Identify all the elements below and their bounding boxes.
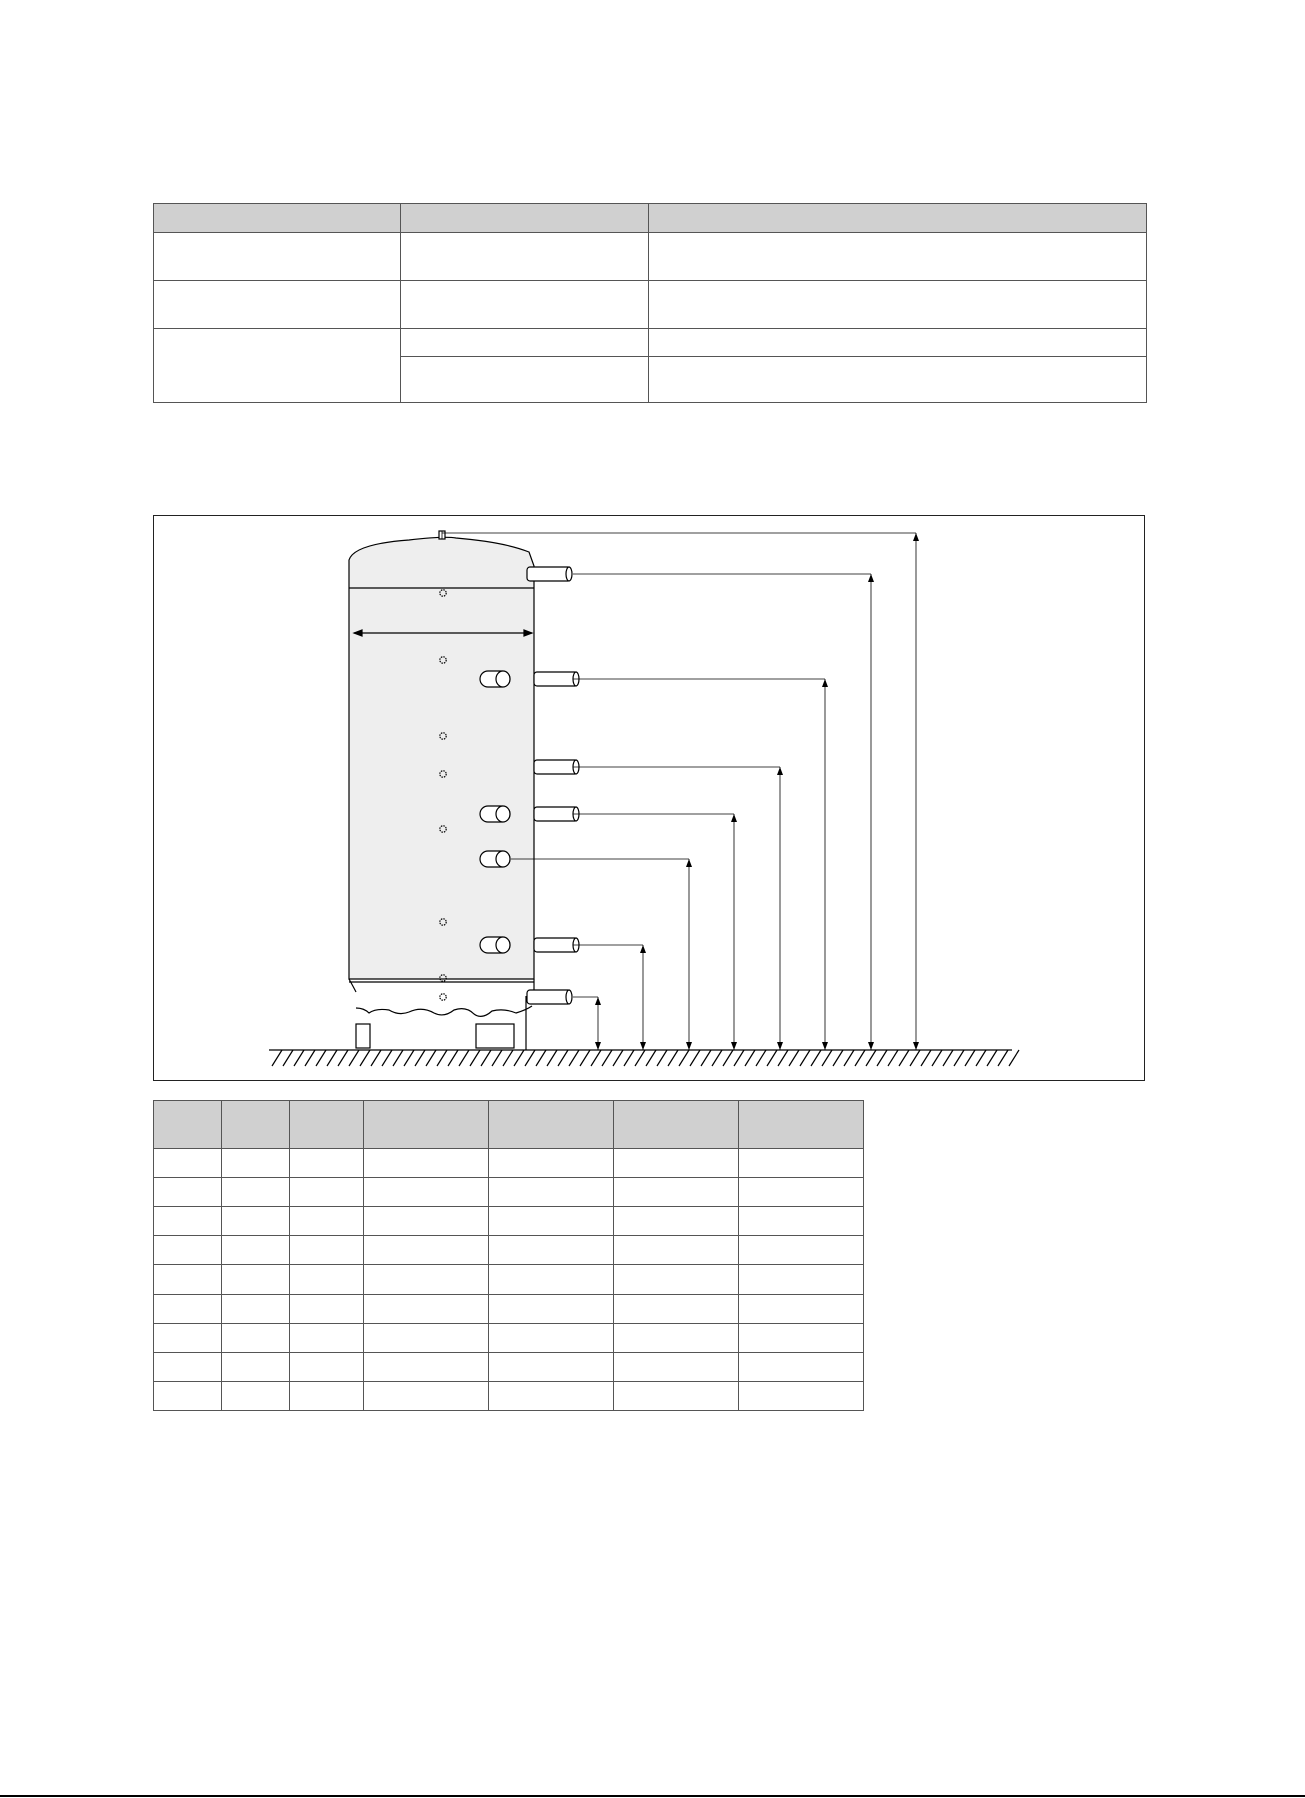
- dimensions-cell: [739, 1207, 864, 1236]
- dimensions-cell: [154, 1323, 222, 1352]
- dimensions-cell: [290, 1323, 364, 1352]
- side-connection-pipe: [534, 938, 578, 952]
- dimensions-cell: [489, 1236, 614, 1265]
- dimensions-cell: [739, 1149, 864, 1178]
- dimensions-cell: [222, 1352, 290, 1381]
- hatch-stroke: [657, 1050, 667, 1066]
- dimensions-cell: [489, 1381, 614, 1410]
- hatch-stroke: [778, 1050, 788, 1066]
- spec-header-cell: [401, 204, 649, 233]
- hatch-stroke: [712, 1050, 722, 1066]
- hatch-stroke: [987, 1050, 997, 1066]
- pipe-end-icon: [566, 567, 572, 581]
- spec-cell: [154, 281, 401, 329]
- dimensions-header-row: [154, 1101, 864, 1149]
- spec-cell: [401, 233, 649, 281]
- hatch-stroke: [569, 1050, 579, 1066]
- dimensions-cell: [364, 1352, 489, 1381]
- hatch-stroke: [899, 1050, 909, 1066]
- hatch-stroke: [437, 1050, 447, 1066]
- hatch-stroke: [679, 1050, 689, 1066]
- side-connection-pipe: [527, 990, 571, 1004]
- dimensions-cell: [739, 1323, 864, 1352]
- dimensions-table-row: [154, 1207, 864, 1236]
- hatch-stroke: [503, 1050, 513, 1066]
- hatch-stroke: [613, 1050, 623, 1066]
- hatch-stroke: [514, 1050, 524, 1066]
- dimensions-cell: [222, 1236, 290, 1265]
- hatch-stroke: [404, 1050, 414, 1066]
- pipe-opening-icon: [496, 851, 510, 867]
- hatch-stroke: [349, 1050, 359, 1066]
- dimensions-table-row: [154, 1294, 864, 1323]
- dimensions-cell: [489, 1149, 614, 1178]
- hatch-stroke: [646, 1050, 656, 1066]
- hatch-stroke: [932, 1050, 942, 1066]
- dimensions-cell: [614, 1178, 739, 1207]
- hatch-stroke: [316, 1050, 326, 1066]
- dimensions-cell: [489, 1352, 614, 1381]
- hatch-stroke: [448, 1050, 458, 1066]
- hatch-stroke: [371, 1050, 381, 1066]
- dimensions-table-row: [154, 1323, 864, 1352]
- dimensions-cell: [290, 1352, 364, 1381]
- spec-header-cell: [154, 204, 401, 233]
- dimensions-cell: [739, 1265, 864, 1294]
- hatch-stroke: [811, 1050, 821, 1066]
- dimensions-cell: [739, 1352, 864, 1381]
- hatch-stroke: [492, 1050, 502, 1066]
- ground-hatch: [272, 1050, 1019, 1066]
- dimensions-cell: [222, 1178, 290, 1207]
- dimensions-cell: [364, 1178, 489, 1207]
- dimensions-cell: [614, 1294, 739, 1323]
- hatch-stroke: [338, 1050, 348, 1066]
- hatch-stroke: [305, 1050, 315, 1066]
- hatch-stroke: [635, 1050, 645, 1066]
- dimensions-cell: [222, 1381, 290, 1410]
- hatch-stroke: [822, 1050, 832, 1066]
- pipe-end-icon: [566, 990, 572, 1004]
- dimensions-cell: [290, 1381, 364, 1410]
- hatch-stroke: [844, 1050, 854, 1066]
- dimensions-cell: [489, 1323, 614, 1352]
- hatch-stroke: [943, 1050, 953, 1066]
- spec-cell: [401, 329, 649, 357]
- hatch-stroke: [470, 1050, 480, 1066]
- hatch-stroke: [272, 1050, 282, 1066]
- dimensions-cell: [154, 1207, 222, 1236]
- hatch-stroke: [745, 1050, 755, 1066]
- dimensions-cell: [489, 1178, 614, 1207]
- dimensions-table-row: [154, 1381, 864, 1410]
- dimensions-cell: [364, 1294, 489, 1323]
- dimensions-cell: [154, 1236, 222, 1265]
- left-foot: [356, 1024, 370, 1048]
- hatch-stroke: [888, 1050, 898, 1066]
- hatch-stroke: [954, 1050, 964, 1066]
- hatch-stroke: [690, 1050, 700, 1066]
- dimensions-cell: [614, 1265, 739, 1294]
- dimensions-cell: [364, 1149, 489, 1178]
- hatch-stroke: [558, 1050, 568, 1066]
- spec-table-row: [154, 233, 1147, 281]
- hatch-stroke: [767, 1050, 777, 1066]
- hatch-stroke: [723, 1050, 733, 1066]
- hatch-stroke: [866, 1050, 876, 1066]
- hatch-stroke: [789, 1050, 799, 1066]
- hatch-stroke: [393, 1050, 403, 1066]
- dimensions-cell: [739, 1236, 864, 1265]
- dimensions-cell: [154, 1149, 222, 1178]
- dimensions-cell: [222, 1294, 290, 1323]
- side-connection-pipe: [534, 672, 578, 686]
- dimensions-header-cell: [222, 1101, 290, 1149]
- dimensions-cell: [154, 1294, 222, 1323]
- hatch-stroke: [668, 1050, 678, 1066]
- dimensions-cell: [364, 1265, 489, 1294]
- hatch-stroke: [591, 1050, 601, 1066]
- dimensions-cell: [290, 1294, 364, 1323]
- dimensions-header-cell: [290, 1101, 364, 1149]
- tank-drawing: [154, 516, 1144, 1080]
- hatch-stroke: [734, 1050, 744, 1066]
- pipe-opening-icon: [496, 937, 510, 953]
- dimensions-cell: [290, 1236, 364, 1265]
- dimensions-header-cell: [364, 1101, 489, 1149]
- side-connections: [527, 567, 579, 1004]
- dimensions-header-cell: [739, 1101, 864, 1149]
- dimensions-table-body: [154, 1149, 864, 1411]
- hatch-stroke: [1009, 1050, 1019, 1066]
- dimensions-cell: [364, 1236, 489, 1265]
- tank-body: [349, 537, 534, 979]
- hatch-stroke: [756, 1050, 766, 1066]
- dimensions-cell: [614, 1352, 739, 1381]
- hatch-stroke: [910, 1050, 920, 1066]
- dimensions-cell: [290, 1265, 364, 1294]
- spec-cell: [154, 233, 401, 281]
- spec-cell: [649, 233, 1147, 281]
- dimensions-cell: [489, 1294, 614, 1323]
- hatch-stroke: [426, 1050, 436, 1066]
- side-connection-pipe: [534, 807, 578, 821]
- dimensions-header-cell: [614, 1101, 739, 1149]
- spec-table-row: [154, 329, 1147, 357]
- hatch-stroke: [294, 1050, 304, 1066]
- hatch-stroke: [525, 1050, 535, 1066]
- dimensions-cell: [222, 1323, 290, 1352]
- hatch-stroke: [998, 1050, 1008, 1066]
- hatch-stroke: [481, 1050, 491, 1066]
- dimensions-table-row: [154, 1265, 864, 1294]
- pipe-opening-icon: [496, 671, 510, 687]
- spec-cell: [649, 357, 1147, 403]
- dimensions-cell: [222, 1207, 290, 1236]
- hatch-stroke: [976, 1050, 986, 1066]
- hatch-stroke: [360, 1050, 370, 1066]
- side-connection-pipe: [527, 567, 571, 581]
- spec-cell: [401, 357, 649, 403]
- dimensions-cell: [739, 1294, 864, 1323]
- hatch-stroke: [327, 1050, 337, 1066]
- spec-cell: [154, 329, 401, 403]
- hatch-stroke: [701, 1050, 711, 1066]
- hatch-stroke: [800, 1050, 810, 1066]
- hatch-stroke: [833, 1050, 843, 1066]
- dimensions-cell: [290, 1178, 364, 1207]
- hatch-stroke: [382, 1050, 392, 1066]
- page-bottom-rule: [0, 1795, 1305, 1797]
- side-connection-pipe: [534, 760, 578, 774]
- dimensions-cell: [739, 1178, 864, 1207]
- dimensions-cell: [154, 1178, 222, 1207]
- dimensions-cell: [489, 1207, 614, 1236]
- hatch-stroke: [547, 1050, 557, 1066]
- dimensions-cell: [364, 1323, 489, 1352]
- dimensions-header-cell: [489, 1101, 614, 1149]
- dimensions-cell: [290, 1207, 364, 1236]
- sensor-socket-icon: [440, 994, 446, 1000]
- tank-dimension-diagram: [153, 515, 1145, 1081]
- dimensions-cell: [290, 1149, 364, 1178]
- spec-table-header-row: [154, 204, 1147, 233]
- spec-table: [153, 203, 1147, 403]
- spec-header-cell: [649, 204, 1147, 233]
- dimensions-cell: [614, 1149, 739, 1178]
- hatch-stroke: [415, 1050, 425, 1066]
- dimensions-cell: [489, 1265, 614, 1294]
- hatch-stroke: [877, 1050, 887, 1066]
- hatch-stroke: [580, 1050, 590, 1066]
- hatch-stroke: [965, 1050, 975, 1066]
- spec-cell: [649, 329, 1147, 357]
- dimensions-table-row: [154, 1352, 864, 1381]
- hatch-stroke: [624, 1050, 634, 1066]
- tank-foot-curves: [356, 1006, 532, 1016]
- hatch-stroke: [921, 1050, 931, 1066]
- dimensions-cell: [614, 1381, 739, 1410]
- dimensions-cell: [614, 1207, 739, 1236]
- spec-cell: [649, 281, 1147, 329]
- hatch-stroke: [536, 1050, 546, 1066]
- dimensions-cell: [222, 1265, 290, 1294]
- dimensions-cell: [154, 1352, 222, 1381]
- dimensions-cell: [364, 1207, 489, 1236]
- hatch-stroke: [602, 1050, 612, 1066]
- dimensions-cell: [154, 1265, 222, 1294]
- dimensions-cell: [154, 1381, 222, 1410]
- dimensions-cell: [614, 1236, 739, 1265]
- dimensions-table: [153, 1100, 864, 1411]
- spec-table-row: [154, 281, 1147, 329]
- dimensions-cell: [614, 1323, 739, 1352]
- tank-shell: [349, 537, 534, 979]
- dimensions-cell: [364, 1381, 489, 1410]
- dimensions-table-row: [154, 1178, 864, 1207]
- right-foot: [476, 1024, 514, 1048]
- hatch-stroke: [283, 1050, 293, 1066]
- hatch-stroke: [459, 1050, 469, 1066]
- pipe-opening-icon: [496, 806, 510, 822]
- dimensions-table-row: [154, 1149, 864, 1178]
- dimensions-table-row: [154, 1236, 864, 1265]
- dimensions-cell: [222, 1149, 290, 1178]
- dimensions-cell: [739, 1381, 864, 1410]
- dimensions-header-cell: [154, 1101, 222, 1149]
- spec-cell: [401, 281, 649, 329]
- hatch-stroke: [855, 1050, 865, 1066]
